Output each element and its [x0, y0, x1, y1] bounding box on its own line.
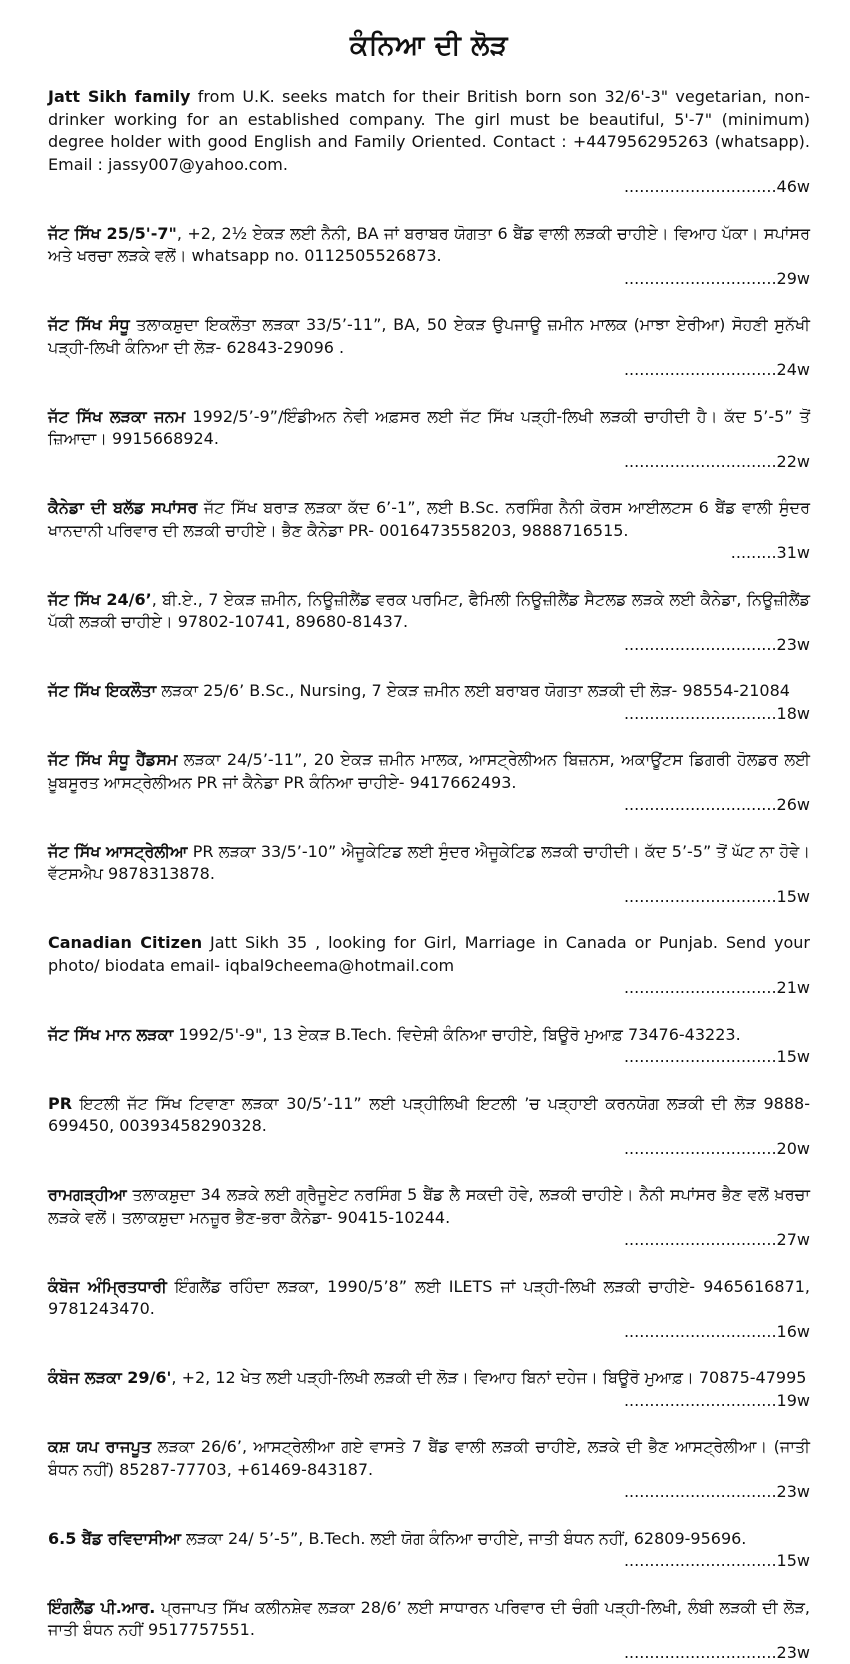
ad-item: [48, 1024, 810, 1069]
ad-lead: ਕੰਬੋਜ ਲੜਕਾ 29/6': [48, 1368, 171, 1387]
ad-lead: ਜੱਟ ਸਿੱਖ ਲੜਕਾ ਜਨਮ: [48, 407, 185, 426]
ad-item: [48, 1528, 810, 1573]
ad-text: ਪ੍ਰਜਾਪਤ ਸਿੱਖ ਕਲੀਨਸ਼ੇਵ ਲੜਕਾ 28/6’ ਲਈ ਸਾਧਾਰਨ ਪਰਿਵਾਰ ਦੀ ਚੰਗੀ ਪੜ੍ਹੀ-ਲਿਖੀ, ਲੰਬੀ ਲੜਕੀ ਦੀ ਲੋੜ, ਜਾਤੀ ਬੰਧਨ ਨਹੀਂ 9517757551.: [48, 1598, 810, 1640]
ad-word-count: ..............................27w: [48, 1229, 810, 1252]
ad-item: [48, 86, 810, 199]
ad-text: from U.K. seeks match for their British born son 32/6'-3" vegetarian, non-drinker working for an established company. The girl must be beautiful, 5'-7" (minimum) degree holder with good English and Family Oriented. Contact : +447956295263 (whatsapp). Email : jassy007@yahoo.com.: [48, 87, 810, 174]
ad-body: [48, 406, 810, 451]
ad-lead: ਜੱਟ ਸਿੱਖ ਸੰਧੂ: [48, 315, 130, 334]
ad-word-count: ..............................26w: [48, 794, 810, 817]
ad-lead: ਜੱਟ ਸਿੱਖ ਇਕਲੌਤਾ: [48, 681, 156, 700]
ad-word-count: ..............................46w: [48, 176, 810, 199]
ad-item: [48, 1597, 810, 1664]
ad-word-count: ..............................19w: [48, 1390, 810, 1413]
ad-text: , +2, 12 ਖੇਤ ਲਈ ਪੜ੍ਹੀ-ਲਿਖੀ ਲੜਕੀ ਦੀ ਲੋੜ। ਵਿਆਹ ਬਿਨਾਂ ਦਹੇਜ। ਬਿਊਰੋ ਮੁਆਫ਼। 70875-47995: [171, 1368, 806, 1387]
ad-body: [48, 1276, 810, 1321]
ad-text: ਲੜਕਾ 24/5’-11”, 20 ਏਕੜ ਜ਼ਮੀਨ ਮਾਲਕ, ਆਸਟ੍ਰੇਲੀਅਨ ਬਿਜ਼ਨਸ, ਅਕਾਊਂਟਸ ਡਿਗਰੀ ਹੋਲਡਰ ਲਈ ਖ਼ੂਬਸੂਰਤ ਆਸਟ੍ਰੇਲੀਅਨ PR ਜਾਂ ਕੈਨੇਡਾ PR ਕੰਨਿਆ ਚਾਹੀਏ- 9417662493.: [48, 750, 810, 792]
ad-word-count: ..............................15w: [48, 886, 810, 909]
ad-body: [48, 749, 810, 794]
ad-body: [48, 223, 810, 268]
ad-body: [48, 1367, 810, 1390]
ad-word-count: ..............................15w: [48, 1550, 810, 1573]
ad-lead: PR: [48, 1094, 72, 1113]
ad-item: [48, 1276, 810, 1344]
ad-body: [48, 680, 810, 703]
ad-text: ਲੜਕਾ 26/6’, ਆਸਟ੍ਰੇਲੀਆ ਗਏ ਵਾਸਤੇ 7 ਬੈਂਡ ਵਾਲੀ ਲੜਕੀ ਚਾਹੀਏ, ਲੜਕੇ ਦੀ ਭੈਣ ਆਸਟ੍ਰੇਲੀਆ। (ਜਾਤੀ ਬੰਧਨ ਨਹੀਂ) 85287-77703, +61469-843187.: [48, 1437, 810, 1479]
ad-text: ਤਲਾਕਸ਼ੁਦਾ 34 ਲੜਕੇ ਲਈ ਗ੍ਰੈਜੂਏਟ ਨਰਸਿੰਗ 5 ਬੈਂਡ ਲੈ ਸਕਦੀ ਹੋਵੇ, ਲੜਕੀ ਚਾਹੀਏ। ਨੈਨੀ ਸਪਾਂਸਰ ਭੈਣ ਵਲੋਂ ਖ਼ਰਚਾ ਲੜਕੇ ਵਲੋਂ। ਤਲਾਕਸ਼ੁਦਾ ਮਨਜ਼ੂਰ ਭੈਣ-ਭਰਾ ਕੈਨੇਡਾ- 90415-10244.: [48, 1185, 810, 1227]
ad-text: ਤਲਾਕਸ਼ੁਦਾ ਇਕਲੌਤਾ ਲੜਕਾ 33/5’-11”, BA, 50 ਏਕੜ ਉਪਜਾਊ ਜ਼ਮੀਨ ਮਾਲਕ (ਮਾਝਾ ਏਰੀਆ) ਸੋਹਣੀ ਸੁਨੱਖੀ ਪੜ੍ਹੀ-ਲਿਖੀ ਕੰਨਿਆ ਦੀ ਲੋੜ- 62843-29096 .: [48, 315, 810, 357]
ad-body: [48, 314, 810, 359]
ad-word-count: .........31w: [48, 542, 810, 565]
ad-body: [48, 1093, 810, 1138]
ad-body: [48, 86, 810, 176]
ad-text: , ਬੀ.ਏ., 7 ਏਕੜ ਜ਼ਮੀਨ, ਨਿਊਜ਼ੀਲੈਂਡ ਵਰਕ ਪਰਮਿਟ, ਫੈਮਿਲੀ ਨਿਊਜ਼ੀਲੈਂਡ ਸੈਟਲਡ ਲੜਕੇ ਲਈ ਕੈਨੇਡਾ, ਨਿਊਜ਼ੀਲੈਂਡ ਪੱਕੀ ਲੜਕੀ ਚਾਹੀਏ। 97802-10741, 89680-81437.: [48, 590, 810, 632]
ad-lead: Canadian Citizen: [48, 933, 202, 952]
ad-word-count: ..............................21w: [48, 977, 810, 1000]
ad-item: [48, 1093, 810, 1161]
ad-body: [48, 1528, 810, 1551]
ad-text: PR ਲੜਕਾ 33/5’-10” ਐਜੂਕੇਟਿਡ ਲਈ ਸੁੰਦਰ ਐਜੂਕੇਟਿਡ ਲੜਕੀ ਚਾਹੀਦੀ। ਕੱਦ 5’-5” ਤੋਂ ਘੱਟ ਨਾ ਹੋਵੇ। ਵੱਟਸਐਪ 9878313878.: [48, 842, 810, 884]
ad-word-count: ..............................29w: [48, 268, 810, 291]
ad-text: ਲੜਕਾ 25/6’ B.Sc., Nursing, 7 ਏਕੜ ਜ਼ਮੀਨ ਲਈ ਬਰਾਬਰ ਯੋਗਤਾ ਲੜਕੀ ਦੀ ਲੋੜ- 98554-21084: [156, 681, 790, 700]
ad-item: [48, 1367, 810, 1412]
ad-lead: 6.5 ਬੈਂਡ ਰਵਿਦਾਸੀਆ: [48, 1529, 181, 1548]
ad-item: [48, 589, 810, 657]
ad-word-count: ..............................20w: [48, 1138, 810, 1161]
ad-lead: ਜੱਟ ਸਿੱਖ ਆਸਟ੍ਰੇਲੀਆ: [48, 842, 187, 861]
ad-lead: Jatt Sikh family: [48, 87, 191, 106]
ad-lead: ਜੱਟ ਸਿੱਖ ਮਾਨ ਲੜਕਾ: [48, 1025, 173, 1044]
ad-text: 1992/5'-9", 13 ਏਕੜ B.Tech. ਵਿਦੇਸ਼ੀ ਕੰਨਿਆ ਚਾਹੀਏ, ਬਿਊਰੋ ਮੁਆਫ਼ 73476-43223.: [173, 1025, 740, 1044]
ad-lead: ਜੱਟ ਸਿੱਖ ਸੰਧੂ ਹੈਂਡਸਮ: [48, 750, 177, 769]
ad-word-count: ..............................22w: [48, 451, 810, 474]
ad-text: Jatt Sikh 35 , looking for Girl, Marriage in Canada or Punjab. Send your photo/ biodata email- iqbal9cheema@hotmail.com: [48, 933, 810, 975]
ad-item: [48, 1184, 810, 1252]
ad-text: 1992/5’-9”/ਇੰਡੀਅਨ ਨੇਵੀ ਅਫ਼ਸਰ ਲਈ ਜੱਟ ਸਿੱਖ ਪੜ੍ਹੀ-ਲਿਖੀ ਲੜਕੀ ਚਾਹੀਦੀ ਹੈ। ਕੱਦ 5’-5” ਤੋਂ ਜ਼ਿਆਦਾ। 9915668924.: [48, 407, 810, 449]
ad-text: ਲੜਕਾ 24/ 5’-5”, B.Tech. ਲਈ ਯੋਗ ਕੰਨਿਆ ਚਾਹੀਏ, ਜਾਤੀ ਬੰਧਨ ਨਹੀਂ, 62809-95696.: [181, 1529, 746, 1548]
ad-text: , +2, 2½ ਏਕੜ ਲਈ ਨੈਨੀ, BA ਜਾਂ ਬਰਾਬਰ ਯੋਗਤਾ 6 ਬੈਂਡ ਵਾਲੀ ਲੜਕੀ ਚਾਹੀਏ। ਵਿਆਹ ਪੱਕਾ। ਸਪਾਂਸਰ ਅਤੇ ਖਰਚਾ ਲੜਕੇ ਵਲੋਂ। whatsapp no. 0112505526873.: [48, 224, 810, 266]
ad-body: [48, 1024, 810, 1047]
ad-body: [48, 589, 810, 634]
ad-body: [48, 841, 810, 886]
ad-item: [48, 680, 810, 725]
ad-text: ਇੰਗਲੈਂਡ ਰਹਿੰਦਾ ਲੜਕਾ, 1990/5’8” ਲਈ ILETS ਜਾਂ ਪੜ੍ਹੀ-ਲਿਖੀ ਲੜਕੀ ਚਾਹੀਏ- 9465616871, 9781243470.: [48, 1277, 810, 1319]
ad-text: ਜੱਟ ਸਿੱਖ ਬਰਾੜ ਲੜਕਾ ਕੱਦ 6’-1”, ਲਈ B.Sc. ਨਰਸਿੰਗ ਨੈਨੀ ਕੋਰਸ ਆਈਲਟਸ 6 ਬੈਂਡ ਵਾਲੀ ਸੁੰਦਰ ਖਾਨਦਾਨੀ ਪਰਿਵਾਰ ਦੀ ਲੜਕੀ ਚਾਹੀਏ। ਭੈਣ ਕੈਨੇਡਾ PR- 0016473558203, 9888716515.: [48, 498, 810, 540]
ad-item: [48, 841, 810, 909]
ad-body: [48, 497, 810, 542]
ad-text: ਇਟਲੀ ਜੱਟ ਸਿੱਖ ਟਿਵਾਣਾ ਲੜਕਾ 30/5’-11” ਲਈ ਪੜ੍ਹੀਲਿਖੀ ਇਟਲੀ ’ਚ ਪੜ੍ਹਾਈ ਕਰਨਯੋਗ ਲੜਕੀ ਦੀ ਲੋੜ 9888-699450, 00393458290328.: [48, 1094, 810, 1136]
ad-word-count: ..............................23w: [48, 1481, 810, 1504]
ad-item: [48, 497, 810, 565]
ad-word-count: ..............................16w: [48, 1321, 810, 1344]
ad-item: [48, 314, 810, 382]
ad-body: [48, 1184, 810, 1229]
ad-lead: ਕੈਨੇਡਾ ਦੀ ਬਲੱਡ ਸਪਾਂਸਰ: [48, 498, 197, 517]
ad-word-count: ..............................24w: [48, 359, 810, 382]
ad-lead: ਇੰਗਲੈਂਡ ਪੀ.ਆਰ.: [48, 1598, 155, 1617]
ad-lead: ਜੱਟ ਸਿੱਖ 25/5'-7": [48, 224, 177, 243]
ad-lead: ਜੱਟ ਸਿੱਖ 24/6’: [48, 590, 152, 609]
ad-item: [48, 1436, 810, 1504]
page-title: ਕੰਨਿਆ ਦੀ ਲੋੜ: [48, 30, 810, 62]
ad-lead: ਕਸ਼ ਯਪ ਰਾਜਪੂਤ: [48, 1437, 151, 1456]
ad-body: [48, 1597, 810, 1642]
ad-item: [48, 406, 810, 474]
ad-word-count: ..............................23w: [48, 1642, 810, 1664]
ad-word-count: ..............................18w: [48, 703, 810, 726]
ad-body: [48, 932, 810, 977]
ad-word-count: ..............................23w: [48, 634, 810, 657]
ad-body: [48, 1436, 810, 1481]
ad-item: [48, 749, 810, 817]
ad-word-count: ..............................15w: [48, 1046, 810, 1069]
ad-lead: ਰਾਮਗੜ੍ਹੀਆ: [48, 1185, 127, 1204]
ad-item: [48, 223, 810, 291]
ad-lead: ਕੰਬੋਜ ਅੰਮ੍ਰਿਤਧਾਰੀ: [48, 1277, 167, 1296]
ad-item: [48, 932, 810, 1000]
ads-list: [48, 86, 810, 1664]
